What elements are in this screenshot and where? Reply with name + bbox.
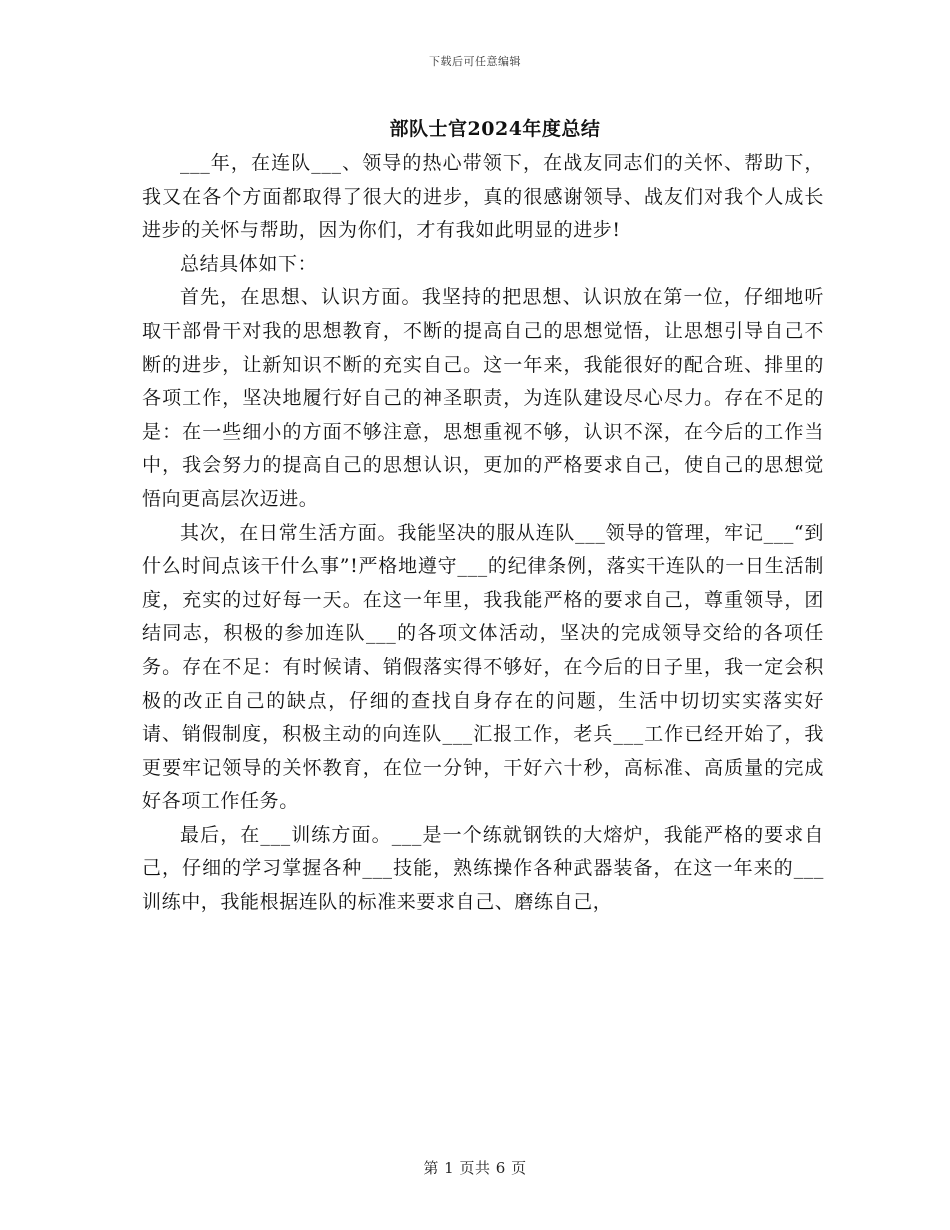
- document-title: 部队士官2024年度总结: [389, 118, 601, 140]
- document-body: [142, 147, 824, 920]
- page-number: 第 1 页共 6 页: [423, 1159, 527, 1177]
- header-note: 下载后可任意编辑: [429, 55, 521, 68]
- paragraph-summary-lead: 总结具体如下：: [180, 252, 318, 275]
- paragraph-daily-life: 其次，在日常生活方面。我能坚决的服从连队___领导的管理，牢记___“到什么时间点该干什么事”!严格地遵守___的纪律条例，落实干连队的一日生活制度，充实的过好每一天。在这一年里，我我能严格的要求自己，尊重领导，团结同志，积极的参加连队___的各项文体活动，坚决的完成领导交给的各项任务。存在不足：有时候请、销假落实得不够好，在今后的日子里，我一定会积极的改正自己的缺点，仔细的查找自身存在的问题，生活中切切实实落实好请、销假制度，积极主动的向连队___汇报工作，老兵___工作已经开始了，我更要牢记领导的关怀教育，在位一分钟，干好六十秒，高标准、高质量的完成好各项工作任务。: [142, 521, 824, 813]
- paragraph-thought: 首先，在思想、认识方面。我坚持的把思想、认识放在第一位，仔细地听取干部骨干对我的思想教育，不断的提高自己的思想觉悟，让思想引导自己不断的进步，让新知识不断的充实自己。这一年来，我能很好的配合班、排里的各项工作，坚决地履行好自己的神圣职责，为连队建设尽心尽力。存在不足的是：在一些细小的方面不够注意，思想重视不够，认识不深，在今后的工作当中，我会努力的提高自己的思想认识，更加的严格要求自己，使自己的思想觉悟向更高层次迈进。: [142, 286, 824, 510]
- paragraph-intro: ___年，在连队___、领导的热心带领下，在战友同志们的关怀、帮助下，我又在各个方面都取得了很大的进步，真的很感谢领导、战友们对我个人成长进步的关怀与帮助，因为你们，才有我如此明显的进步!: [142, 152, 824, 242]
- paragraph-training: 最后，在___训练方面。___是一个练就钢铁的大熔炉，我能严格的要求自己，仔细的学习掌握各种___技能，熟练操作各种武器装备，在这一年来的___训练中，我能根据连队的标准来要求自己、磨练自己，: [142, 823, 824, 914]
